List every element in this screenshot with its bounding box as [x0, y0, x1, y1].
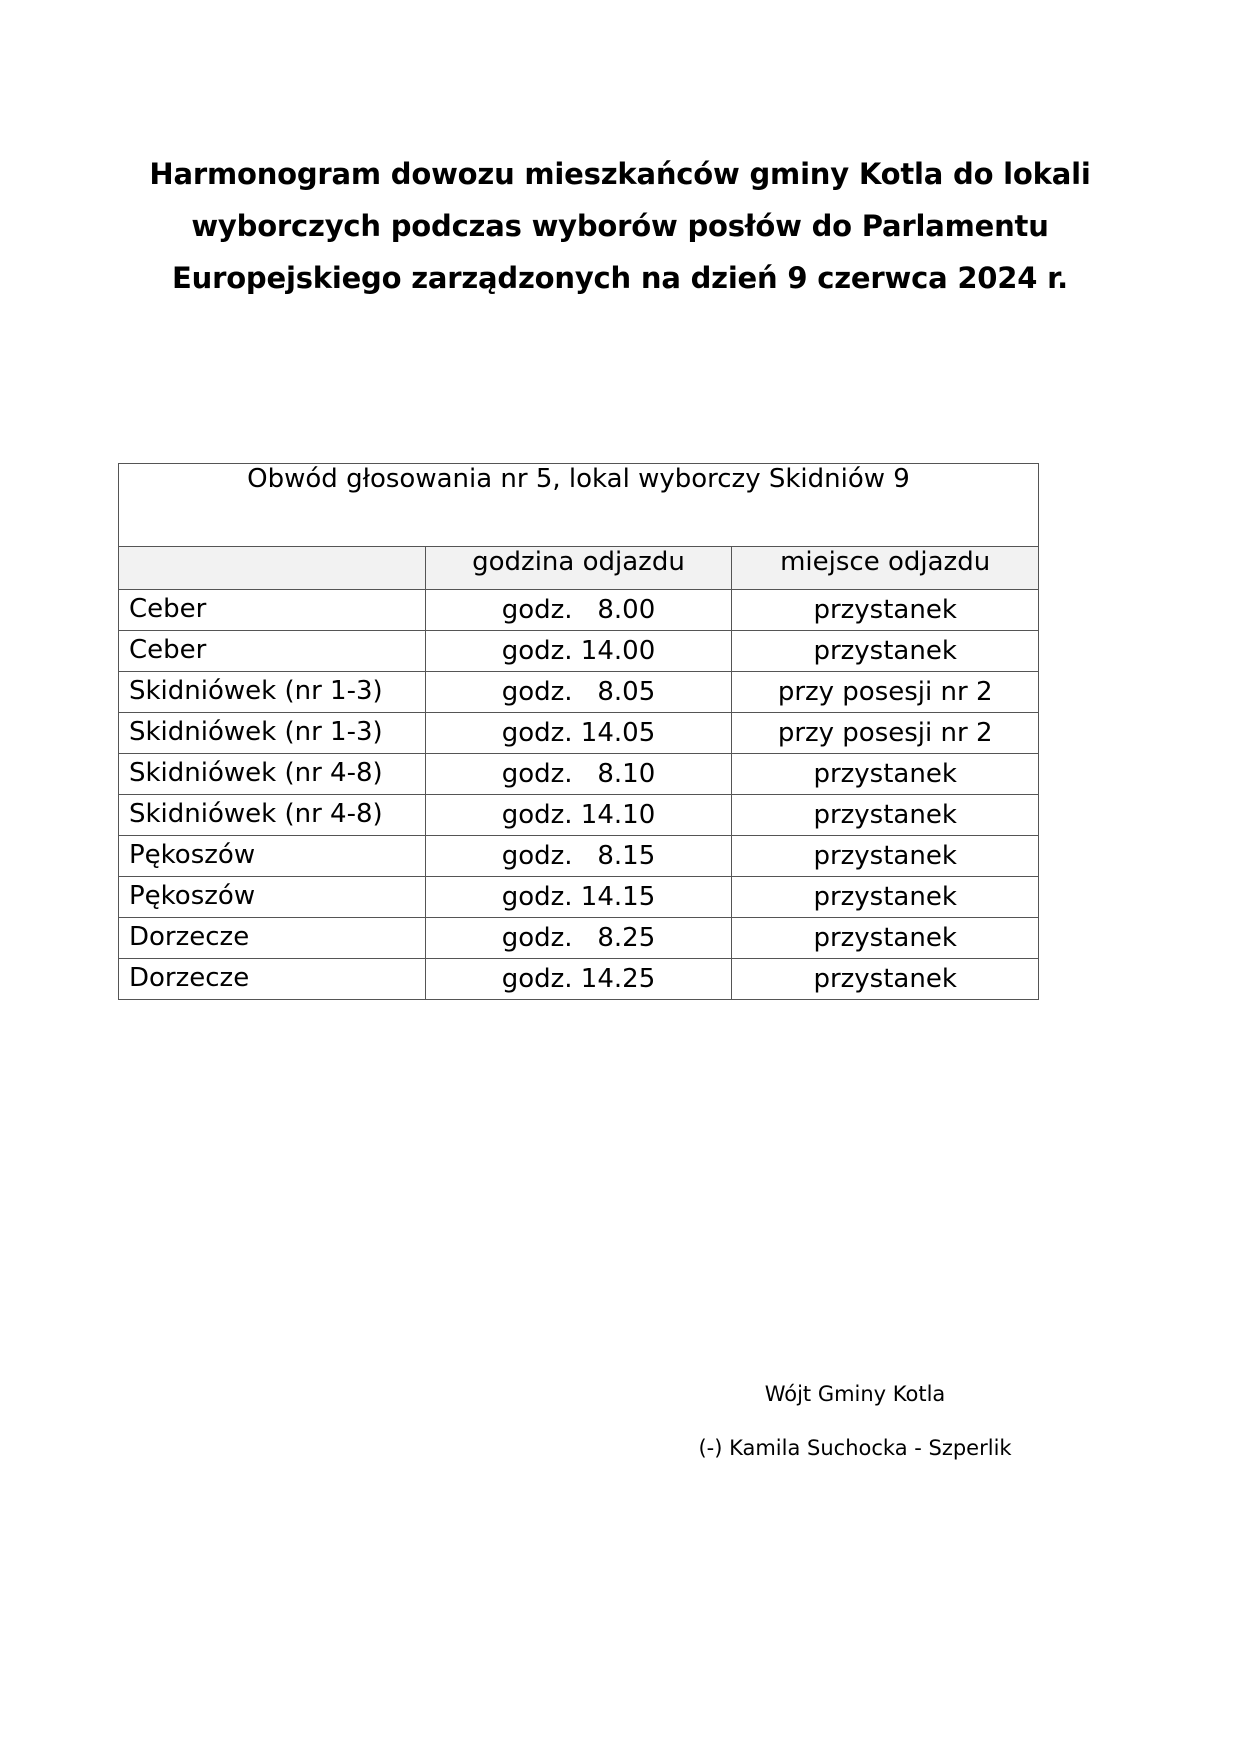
- row-place: Dorzecze: [119, 918, 426, 959]
- document-title: [120, 148, 1120, 304]
- signature-name: (-) Kamila Suchocka - Szperlik: [698, 1436, 1012, 1460]
- header-departure-place: miejsce odjazdu: [732, 547, 1039, 590]
- row-location: przystanek: [732, 918, 1039, 959]
- row-location: przystanek: [732, 754, 1039, 795]
- table-row: [119, 877, 1039, 918]
- table-row: [119, 713, 1039, 754]
- row-location: przystanek: [732, 836, 1039, 877]
- row-place: Skidniówek (nr 1-3): [119, 713, 426, 754]
- table-row: [119, 959, 1039, 1000]
- row-time: godz. 14.05: [425, 713, 732, 754]
- header-departure-time: godzina odjazdu: [425, 547, 732, 590]
- row-place: Ceber: [119, 590, 426, 631]
- row-place: Pękoszów: [119, 877, 426, 918]
- row-time: godz. 14.00: [425, 631, 732, 672]
- table-caption-row: [119, 464, 1039, 547]
- row-location: przy posesji nr 2: [732, 672, 1039, 713]
- title-line-2: wyborczych podczas wyborów posłów do Parlamentu: [191, 209, 1049, 243]
- row-place: Ceber: [119, 631, 426, 672]
- title-line-3: Europejskiego zarządzonych na dzień 9 czerwca 2024 r.: [172, 261, 1068, 295]
- row-location: przystanek: [732, 631, 1039, 672]
- table-row: [119, 795, 1039, 836]
- table-row: [119, 672, 1039, 713]
- row-place: Dorzecze: [119, 959, 426, 1000]
- row-location: przystanek: [732, 795, 1039, 836]
- title-line-1: Harmonogram dowozu mieszkańców gminy Kotla do lokali: [149, 157, 1091, 191]
- row-location: przystanek: [732, 590, 1039, 631]
- row-place: Skidniówek (nr 4-8): [119, 754, 426, 795]
- table-row: [119, 754, 1039, 795]
- row-location: przy posesji nr 2: [732, 713, 1039, 754]
- row-time: godz. 8.15: [425, 836, 732, 877]
- table-row: [119, 631, 1039, 672]
- table-header-row: [119, 547, 1039, 590]
- row-time: godz. 8.00: [425, 590, 732, 631]
- row-time: godz. 14.10: [425, 795, 732, 836]
- row-time: godz. 8.05: [425, 672, 732, 713]
- table-row: [119, 590, 1039, 631]
- table-row: [119, 918, 1039, 959]
- row-location: przystanek: [732, 959, 1039, 1000]
- row-time: godz. 8.25: [425, 918, 732, 959]
- row-place: Skidniówek (nr 1-3): [119, 672, 426, 713]
- table-caption: Obwód głosowania nr 5, lokal wyborczy Skidniów 9: [119, 464, 1039, 547]
- signature-role: Wójt Gminy Kotla: [764, 1382, 946, 1406]
- row-time: godz. 8.10: [425, 754, 732, 795]
- row-time: godz. 14.25: [425, 959, 732, 1000]
- transport-schedule-table: [118, 463, 1039, 1000]
- table-row: [119, 836, 1039, 877]
- row-place: Pękoszów: [119, 836, 426, 877]
- header-place: [119, 547, 426, 590]
- row-time: godz. 14.15: [425, 877, 732, 918]
- row-location: przystanek: [732, 877, 1039, 918]
- row-place: Skidniówek (nr 4-8): [119, 795, 426, 836]
